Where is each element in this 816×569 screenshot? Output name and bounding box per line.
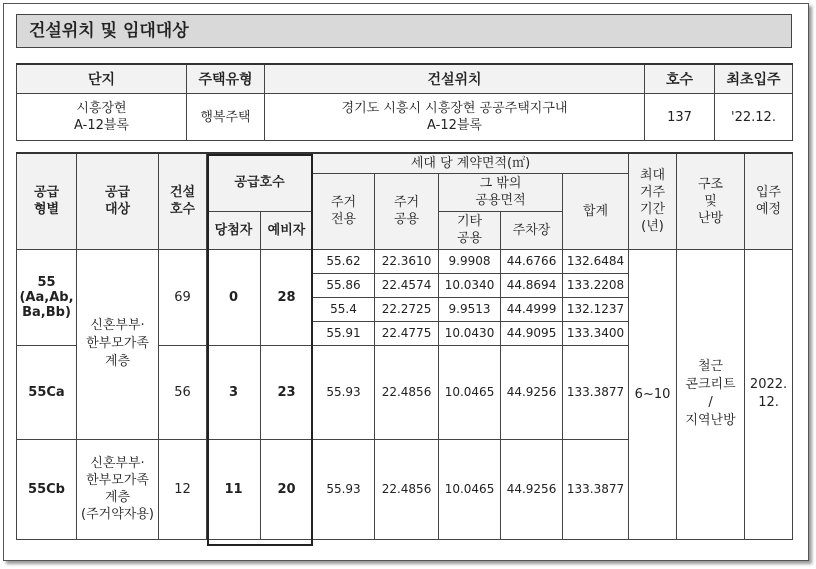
header-common-line2: 공용 — [393, 212, 420, 227]
etc-cell: 10.0430 — [439, 321, 501, 345]
header-max-residence — [629, 153, 677, 249]
reserve-cell-55: 28 — [261, 249, 313, 345]
header-built-units — [159, 153, 207, 249]
header-supply-target-line2: 대상 — [104, 202, 131, 218]
target-2-line1: 신혼부부· — [90, 456, 145, 471]
winners-cell-55cb: 11 — [207, 439, 261, 539]
target-1-line2: 한부모가족 — [86, 336, 149, 351]
common-cell: 22.4574 — [375, 273, 439, 297]
section-title: 건설위치 및 임대대상 — [16, 14, 792, 48]
parking-cell: 44.9256 — [501, 345, 563, 439]
header-move-in-line1: 입주 — [755, 185, 782, 201]
header-built-units-line2: 호수 — [169, 202, 196, 218]
parking-cell: 44.9256 — [501, 439, 563, 539]
header-etc-common — [439, 211, 501, 249]
header-structure-line2: 및 — [704, 193, 717, 209]
complex-name: 시흥장현 — [76, 101, 127, 116]
move-in-cell — [745, 249, 793, 539]
move-in-line2: 12. — [758, 395, 779, 410]
location-row — [17, 94, 793, 141]
structure-line2: 콘크리트 — [685, 377, 736, 392]
etc-cell: 10.0340 — [439, 273, 501, 297]
location-table — [16, 63, 793, 141]
header-supply-type-line2: 형별 — [33, 202, 60, 218]
header-max-residence-line2: 거주 — [639, 185, 666, 201]
total-cell: 133.3877 — [563, 345, 629, 439]
parking-cell: 44.6766 — [501, 249, 563, 273]
target-1-line1: 신혼부부· — [90, 318, 145, 333]
header-exclusive — [313, 173, 375, 249]
move-in-line1: 2022. — [749, 377, 788, 392]
header-total: 합계 — [563, 173, 629, 249]
supply-header-row-1 — [17, 153, 793, 173]
complex-cell — [17, 94, 187, 141]
etc-cell: 10.0465 — [439, 439, 501, 539]
supply-table — [16, 152, 793, 540]
type-55-line2: (Aa,Ab, — [19, 289, 74, 305]
housing-type-cell: 행복주택 — [187, 94, 265, 141]
structure-line4: 지역난방 — [685, 413, 736, 428]
header-units: 호수 — [645, 64, 715, 94]
reserve-cell-55cb: 20 — [261, 439, 313, 539]
header-max-residence-line3: 기간 — [639, 202, 666, 218]
exclusive-cell: 55.62 — [313, 249, 375, 273]
target-cell-1 — [77, 249, 159, 439]
units-cell: 137 — [645, 94, 715, 141]
etc-cell: 9.9513 — [439, 297, 501, 321]
parking-cell: 44.9095 — [501, 321, 563, 345]
header-max-residence-line4: (년) — [641, 219, 664, 235]
exclusive-cell: 55.93 — [313, 439, 375, 539]
type-cell-55cb: 55Cb — [17, 439, 77, 539]
header-structure — [677, 153, 745, 249]
header-housing-type: 주택유형 — [187, 64, 265, 94]
header-complex: 단지 — [17, 64, 187, 94]
total-cell: 132.6484 — [563, 249, 629, 273]
header-exclusive-line2: 전용 — [330, 212, 357, 227]
parking-cell: 44.4999 — [501, 297, 563, 321]
exclusive-cell: 55.86 — [313, 273, 375, 297]
common-cell: 22.4775 — [375, 321, 439, 345]
winners-cell-55: 0 — [207, 249, 261, 345]
header-etc-common-line2: 공용 — [456, 231, 483, 246]
header-move-in-line2: 예정 — [755, 202, 782, 218]
structure-line3: / — [708, 395, 713, 410]
location-line1: 경기도 시흥시 시흥장현 공공주택지구내 — [341, 101, 568, 116]
complex-block: A-12블록 — [74, 118, 129, 133]
header-parking: 주차장 — [501, 211, 563, 249]
location-header-row — [17, 64, 793, 94]
first-move-in-cell: '22.12. — [715, 94, 793, 141]
target-2-line2: 한부모가족 — [86, 473, 149, 488]
target-cell-2 — [77, 439, 159, 539]
header-location: 건설위치 — [265, 64, 645, 94]
total-cell: 133.3400 — [563, 321, 629, 345]
header-contract-area: 세대 당 계약면적(㎡) — [313, 153, 629, 173]
target-2-line3: 계층 — [104, 490, 131, 505]
target-2-line4: (주거약자용) — [81, 507, 154, 522]
header-supply-target — [77, 153, 159, 249]
built-cell-55cb: 12 — [159, 439, 207, 539]
built-cell-55: 69 — [159, 249, 207, 345]
header-structure-line3: 난방 — [697, 210, 724, 226]
etc-cell: 10.0465 — [439, 345, 501, 439]
header-max-residence-line1: 최대 — [639, 168, 666, 184]
header-exclusive-line1: 주거 — [330, 195, 357, 210]
total-cell: 133.2208 — [563, 273, 629, 297]
reserve-cell-55ca: 23 — [261, 345, 313, 439]
parking-cell: 44.8694 — [501, 273, 563, 297]
type-55-line3: Ba,Bb) — [22, 304, 71, 320]
header-supply-type-line1: 공급 — [33, 185, 60, 201]
total-cell: 133.3877 — [563, 439, 629, 539]
structure-line1: 철근 — [697, 359, 724, 374]
header-common-line1: 주거 — [393, 195, 420, 210]
max-residence-cell: 6~10 — [629, 249, 677, 539]
header-supply-target-line1: 공급 — [104, 185, 131, 201]
header-other-common — [439, 173, 563, 211]
header-supply-units: 공급호수 — [207, 153, 313, 211]
winners-cell-55ca: 3 — [207, 345, 261, 439]
location-line2: A-12블록 — [427, 118, 482, 133]
exclusive-cell: 55.93 — [313, 345, 375, 439]
header-reserve: 예비자 — [261, 211, 313, 249]
built-cell-55ca: 56 — [159, 345, 207, 439]
location-cell — [265, 94, 645, 141]
common-cell: 22.3610 — [375, 249, 439, 273]
table-row — [17, 249, 793, 273]
structure-cell — [677, 249, 745, 539]
target-1-line3: 계층 — [104, 354, 131, 369]
header-supply-type — [17, 153, 77, 249]
etc-cell: 9.9908 — [439, 249, 501, 273]
exclusive-cell: 55.4 — [313, 297, 375, 321]
header-first-move-in: 최초입주 — [715, 64, 793, 94]
header-other-common-line1: 그 밖의 — [479, 176, 522, 191]
exclusive-cell: 55.91 — [313, 321, 375, 345]
common-cell: 22.2725 — [375, 297, 439, 321]
type-55-line1: 55 — [37, 274, 56, 290]
total-cell: 132.1237 — [563, 297, 629, 321]
header-common — [375, 173, 439, 249]
header-winners: 당첨자 — [207, 211, 261, 249]
header-etc-common-line1: 기타 — [456, 214, 483, 229]
type-cell-55ca: 55Ca — [17, 345, 77, 439]
header-move-in — [745, 153, 793, 249]
type-cell-55 — [17, 249, 77, 345]
header-built-units-line1: 건설 — [169, 185, 196, 201]
header-other-common-line2: 공용면적 — [475, 193, 526, 208]
header-structure-line1: 구조 — [697, 176, 724, 192]
common-cell: 22.4856 — [375, 345, 439, 439]
common-cell: 22.4856 — [375, 439, 439, 539]
